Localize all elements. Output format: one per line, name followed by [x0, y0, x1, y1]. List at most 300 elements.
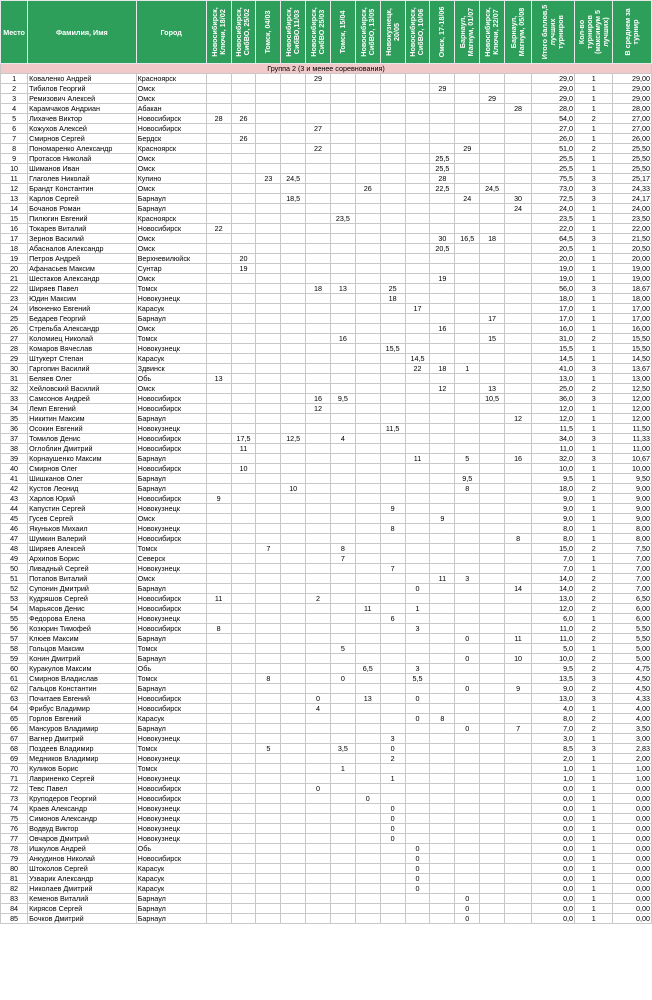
cell-place[interactable]: 77: [1, 834, 28, 844]
cell-event[interactable]: [505, 324, 532, 334]
cell-event[interactable]: [480, 724, 505, 734]
cell-event[interactable]: [306, 174, 331, 184]
cell-place[interactable]: 61: [1, 674, 28, 684]
cell-event[interactable]: [455, 384, 480, 394]
cell-event[interactable]: [430, 144, 455, 154]
cell-place[interactable]: 17: [1, 234, 28, 244]
cell-event[interactable]: [430, 884, 455, 894]
cell-event[interactable]: [256, 384, 281, 394]
cell-event[interactable]: 0: [405, 884, 430, 894]
cell-event[interactable]: [480, 504, 505, 514]
cell-event[interactable]: [355, 474, 380, 484]
cell-event[interactable]: [330, 464, 355, 474]
cell-event[interactable]: [480, 214, 505, 224]
cell-event[interactable]: [281, 764, 306, 774]
cell-count[interactable]: 1: [575, 254, 613, 264]
cell-event[interactable]: 12: [306, 404, 331, 414]
cell-total[interactable]: 9,0: [532, 684, 575, 694]
cell-event[interactable]: [206, 464, 231, 474]
cell-place[interactable]: 71: [1, 774, 28, 784]
cell-event[interactable]: [256, 874, 281, 884]
cell-event[interactable]: [330, 694, 355, 704]
cell-total[interactable]: 11,0: [532, 624, 575, 634]
cell-place[interactable]: 80: [1, 864, 28, 874]
cell-event[interactable]: [430, 644, 455, 654]
cell-total[interactable]: 9,0: [532, 514, 575, 524]
cell-event[interactable]: [206, 324, 231, 334]
cell-average[interactable]: 0,00: [613, 854, 652, 864]
cell-event[interactable]: [430, 104, 455, 114]
cell-event[interactable]: 18: [480, 234, 505, 244]
cell-event[interactable]: [455, 864, 480, 874]
cell-event[interactable]: [380, 104, 405, 114]
cell-event[interactable]: [430, 284, 455, 294]
cell-event[interactable]: [455, 444, 480, 454]
cell-count[interactable]: 1: [575, 134, 613, 144]
cell-event[interactable]: [380, 884, 405, 894]
cell-event[interactable]: [306, 564, 331, 574]
cell-event[interactable]: [355, 384, 380, 394]
cell-event[interactable]: [281, 504, 306, 514]
cell-event[interactable]: [455, 74, 480, 84]
cell-event[interactable]: [355, 174, 380, 184]
cell-event[interactable]: [405, 164, 430, 174]
cell-event[interactable]: [306, 524, 331, 534]
cell-event[interactable]: [206, 174, 231, 184]
cell-city[interactable]: Новокузнецк: [136, 774, 206, 784]
cell-total[interactable]: 13,5: [532, 674, 575, 684]
cell-event[interactable]: [505, 814, 532, 824]
cell-event[interactable]: [256, 794, 281, 804]
cell-event[interactable]: [355, 354, 380, 364]
cell-average[interactable]: 4,50: [613, 674, 652, 684]
cell-place[interactable]: 68: [1, 744, 28, 754]
cell-event[interactable]: [306, 814, 331, 824]
cell-city[interactable]: Бердск: [136, 134, 206, 144]
cell-city[interactable]: Красноярск: [136, 144, 206, 154]
cell-event[interactable]: [430, 864, 455, 874]
cell-event[interactable]: 0: [405, 864, 430, 874]
cell-city[interactable]: Красноярск: [136, 214, 206, 224]
cell-event[interactable]: [256, 774, 281, 784]
cell-event[interactable]: [206, 144, 231, 154]
cell-place[interactable]: 49: [1, 554, 28, 564]
cell-event[interactable]: [505, 574, 532, 584]
cell-name[interactable]: Томилов Денис: [28, 434, 137, 444]
cell-total[interactable]: 0,0: [532, 874, 575, 884]
cell-event[interactable]: [206, 724, 231, 734]
cell-event[interactable]: [306, 434, 331, 444]
cell-event[interactable]: [330, 784, 355, 794]
cell-event[interactable]: [480, 914, 505, 924]
cell-event[interactable]: [330, 714, 355, 724]
cell-event[interactable]: [206, 164, 231, 174]
cell-event[interactable]: [281, 424, 306, 434]
cell-event[interactable]: [430, 444, 455, 454]
cell-place[interactable]: 76: [1, 824, 28, 834]
cell-event[interactable]: [405, 174, 430, 184]
cell-average[interactable]: 12,50: [613, 384, 652, 394]
cell-event[interactable]: [405, 414, 430, 424]
cell-total[interactable]: 29,0: [532, 74, 575, 84]
cell-event[interactable]: [355, 374, 380, 384]
cell-city[interactable]: Новокузнецк: [136, 834, 206, 844]
cell-event[interactable]: [355, 644, 380, 654]
cell-place[interactable]: 78: [1, 844, 28, 854]
cell-event[interactable]: 9,5: [330, 394, 355, 404]
cell-event[interactable]: [380, 264, 405, 274]
cell-name[interactable]: Осокин Евгений: [28, 424, 137, 434]
cell-event[interactable]: [231, 704, 256, 714]
cell-city[interactable]: Новосибирск: [136, 114, 206, 124]
cell-event[interactable]: [355, 554, 380, 564]
cell-event[interactable]: [206, 644, 231, 654]
cell-event[interactable]: [231, 574, 256, 584]
cell-event[interactable]: [455, 824, 480, 834]
cell-event[interactable]: [455, 614, 480, 624]
cell-total[interactable]: 7,0: [532, 564, 575, 574]
cell-city[interactable]: Новосибирск: [136, 854, 206, 864]
cell-event[interactable]: [330, 84, 355, 94]
cell-city[interactable]: Омск: [136, 244, 206, 254]
cell-event[interactable]: [306, 264, 331, 274]
cell-event[interactable]: [306, 774, 331, 784]
cell-event[interactable]: [505, 564, 532, 574]
cell-event[interactable]: [355, 884, 380, 894]
cell-event[interactable]: [306, 554, 331, 564]
cell-average[interactable]: 0,00: [613, 894, 652, 904]
cell-total[interactable]: 13,0: [532, 374, 575, 384]
cell-place[interactable]: 42: [1, 484, 28, 494]
cell-event[interactable]: [330, 614, 355, 624]
cell-count[interactable]: 1: [575, 154, 613, 164]
cell-event[interactable]: [306, 484, 331, 494]
cell-city[interactable]: Омск: [136, 84, 206, 94]
cell-event[interactable]: 13: [330, 284, 355, 294]
cell-event[interactable]: [256, 94, 281, 104]
cell-event[interactable]: [256, 614, 281, 624]
cell-event[interactable]: [505, 734, 532, 744]
cell-event[interactable]: [231, 674, 256, 684]
cell-event[interactable]: [380, 844, 405, 854]
cell-event[interactable]: [480, 74, 505, 84]
cell-event[interactable]: [380, 854, 405, 864]
cell-event[interactable]: [330, 534, 355, 544]
cell-event[interactable]: [430, 584, 455, 594]
cell-event[interactable]: [480, 784, 505, 794]
cell-city[interactable]: Новосибирск: [136, 624, 206, 634]
cell-event[interactable]: [430, 704, 455, 714]
header-event-13[interactable]: Барнаул, Магнум, 05/08: [505, 1, 532, 64]
cell-name[interactable]: Глаголев Николай: [28, 174, 137, 184]
cell-event[interactable]: [405, 494, 430, 504]
cell-event[interactable]: [231, 644, 256, 654]
cell-event[interactable]: [480, 534, 505, 544]
cell-city[interactable]: Новосибирск: [136, 604, 206, 614]
cell-event[interactable]: [206, 404, 231, 414]
cell-place[interactable]: 26: [1, 324, 28, 334]
cell-event[interactable]: 3: [380, 734, 405, 744]
cell-event[interactable]: [505, 234, 532, 244]
cell-event[interactable]: [306, 504, 331, 514]
cell-event[interactable]: [480, 224, 505, 234]
cell-event[interactable]: [281, 384, 306, 394]
cell-event[interactable]: [405, 524, 430, 534]
cell-event[interactable]: [505, 354, 532, 364]
cell-event[interactable]: 8: [206, 624, 231, 634]
cell-event[interactable]: [206, 914, 231, 924]
cell-event[interactable]: [505, 264, 532, 274]
cell-event[interactable]: [380, 674, 405, 684]
cell-place[interactable]: 18: [1, 244, 28, 254]
cell-event[interactable]: 13: [480, 384, 505, 394]
cell-event[interactable]: [480, 374, 505, 384]
cell-event[interactable]: [430, 904, 455, 914]
cell-event[interactable]: [505, 744, 532, 754]
cell-event[interactable]: [355, 164, 380, 174]
cell-city[interactable]: Омск: [136, 384, 206, 394]
cell-place[interactable]: 4: [1, 104, 28, 114]
cell-event[interactable]: [380, 604, 405, 614]
cell-event[interactable]: [480, 404, 505, 414]
cell-count[interactable]: 1: [575, 514, 613, 524]
cell-event[interactable]: [206, 254, 231, 264]
cell-event[interactable]: [380, 404, 405, 414]
cell-event[interactable]: 20: [231, 254, 256, 264]
cell-event[interactable]: [281, 664, 306, 674]
cell-event[interactable]: [380, 534, 405, 544]
cell-event[interactable]: [256, 584, 281, 594]
cell-event[interactable]: 22,5: [430, 184, 455, 194]
cell-count[interactable]: 1: [575, 554, 613, 564]
cell-event[interactable]: 30: [505, 194, 532, 204]
cell-average[interactable]: 1,00: [613, 774, 652, 784]
cell-event[interactable]: [231, 884, 256, 894]
cell-event[interactable]: [505, 834, 532, 844]
cell-event[interactable]: 22: [206, 224, 231, 234]
cell-event[interactable]: [505, 144, 532, 154]
cell-place[interactable]: 56: [1, 624, 28, 634]
cell-event[interactable]: 10: [505, 654, 532, 664]
cell-event[interactable]: [505, 764, 532, 774]
cell-event[interactable]: 11: [231, 444, 256, 454]
cell-event[interactable]: [281, 864, 306, 874]
cell-count[interactable]: 1: [575, 124, 613, 134]
cell-event[interactable]: [206, 384, 231, 394]
cell-event[interactable]: [281, 314, 306, 324]
cell-city[interactable]: Барнаул: [136, 314, 206, 324]
cell-event[interactable]: [355, 734, 380, 744]
cell-event[interactable]: [281, 414, 306, 424]
cell-count[interactable]: 1: [575, 264, 613, 274]
cell-total[interactable]: 8,0: [532, 534, 575, 544]
cell-event[interactable]: 0: [455, 904, 480, 914]
cell-total[interactable]: 34,0: [532, 434, 575, 444]
cell-event[interactable]: [405, 244, 430, 254]
cell-event[interactable]: [430, 504, 455, 514]
cell-total[interactable]: 0,0: [532, 854, 575, 864]
cell-average[interactable]: 11,00: [613, 444, 652, 454]
cell-count[interactable]: 1: [575, 504, 613, 514]
cell-place[interactable]: 84: [1, 904, 28, 914]
cell-name[interactable]: Харлов Юрий: [28, 494, 137, 504]
cell-event[interactable]: 3: [405, 624, 430, 634]
cell-event[interactable]: [405, 754, 430, 764]
cell-event[interactable]: [380, 114, 405, 124]
cell-event[interactable]: 4: [306, 704, 331, 714]
cell-event[interactable]: [330, 794, 355, 804]
cell-count[interactable]: 1: [575, 224, 613, 234]
cell-event[interactable]: [355, 464, 380, 474]
cell-count[interactable]: 2: [575, 724, 613, 734]
cell-total[interactable]: 11,0: [532, 444, 575, 454]
cell-event[interactable]: 0: [380, 834, 405, 844]
cell-event[interactable]: [206, 654, 231, 664]
cell-event[interactable]: [430, 354, 455, 364]
cell-event[interactable]: [206, 764, 231, 774]
cell-event[interactable]: [281, 324, 306, 334]
cell-event[interactable]: 1: [405, 604, 430, 614]
cell-event[interactable]: [480, 114, 505, 124]
cell-event[interactable]: [480, 624, 505, 634]
cell-event[interactable]: [380, 904, 405, 914]
cell-event[interactable]: [330, 354, 355, 364]
cell-event[interactable]: 22: [306, 144, 331, 154]
cell-event[interactable]: [355, 634, 380, 644]
cell-event[interactable]: [231, 164, 256, 174]
cell-event[interactable]: [380, 574, 405, 584]
cell-city[interactable]: Омск: [136, 574, 206, 584]
cell-count[interactable]: 2: [575, 664, 613, 674]
cell-event[interactable]: [231, 804, 256, 814]
cell-event[interactable]: [430, 634, 455, 644]
cell-event[interactable]: [330, 114, 355, 124]
cell-event[interactable]: [231, 824, 256, 834]
cell-event[interactable]: [330, 134, 355, 144]
cell-event[interactable]: [281, 904, 306, 914]
cell-place[interactable]: 50: [1, 564, 28, 574]
cell-count[interactable]: 1: [575, 564, 613, 574]
cell-event[interactable]: [206, 74, 231, 84]
cell-event[interactable]: [505, 614, 532, 624]
cell-average[interactable]: 3,00: [613, 734, 652, 744]
cell-event[interactable]: [430, 684, 455, 694]
cell-event[interactable]: [505, 364, 532, 374]
cell-event[interactable]: [430, 794, 455, 804]
cell-event[interactable]: [480, 794, 505, 804]
cell-event[interactable]: [430, 834, 455, 844]
cell-event[interactable]: [405, 154, 430, 164]
cell-event[interactable]: [480, 674, 505, 684]
cell-event[interactable]: [405, 904, 430, 914]
cell-name[interactable]: Куликов Борис: [28, 764, 137, 774]
cell-event[interactable]: [256, 104, 281, 114]
cell-name[interactable]: Беляев Олег: [28, 374, 137, 384]
cell-total[interactable]: 11,0: [532, 634, 575, 644]
cell-event[interactable]: [380, 494, 405, 504]
cell-event[interactable]: [380, 194, 405, 204]
cell-total[interactable]: 54,0: [532, 114, 575, 124]
cell-average[interactable]: 4,75: [613, 664, 652, 674]
cell-event[interactable]: [281, 184, 306, 194]
cell-city[interactable]: Верхневилюйск: [136, 254, 206, 264]
cell-event[interactable]: [455, 284, 480, 294]
cell-place[interactable]: 74: [1, 804, 28, 814]
cell-event[interactable]: [206, 874, 231, 884]
cell-event[interactable]: [480, 294, 505, 304]
cell-name[interactable]: Медников Владимир: [28, 754, 137, 764]
cell-event[interactable]: [380, 174, 405, 184]
cell-name[interactable]: Карамчаков Андриан: [28, 104, 137, 114]
cell-event[interactable]: [206, 414, 231, 424]
cell-event[interactable]: [231, 894, 256, 904]
cell-event[interactable]: [430, 374, 455, 384]
cell-event[interactable]: [256, 554, 281, 564]
cell-event[interactable]: [430, 914, 455, 924]
cell-event[interactable]: [505, 334, 532, 344]
cell-count[interactable]: 1: [575, 804, 613, 814]
cell-event[interactable]: [306, 854, 331, 864]
cell-event[interactable]: [306, 724, 331, 734]
cell-name[interactable]: Горлов Евгений: [28, 714, 137, 724]
cell-event[interactable]: [306, 344, 331, 354]
cell-event[interactable]: [405, 204, 430, 214]
cell-event[interactable]: [455, 674, 480, 684]
cell-event[interactable]: [206, 344, 231, 354]
cell-event[interactable]: [231, 614, 256, 624]
cell-event[interactable]: [206, 824, 231, 834]
cell-city[interactable]: Новосибирск: [136, 494, 206, 504]
cell-event[interactable]: [405, 184, 430, 194]
cell-event[interactable]: [505, 394, 532, 404]
cell-event[interactable]: [505, 644, 532, 654]
cell-event[interactable]: [306, 154, 331, 164]
group-label[interactable]: Группа 2 (3 и менее соревнования): [1, 64, 652, 74]
cell-count[interactable]: 1: [575, 304, 613, 314]
cell-average[interactable]: 21,50: [613, 234, 652, 244]
cell-name[interactable]: Архипов Борис: [28, 554, 137, 564]
cell-event[interactable]: [480, 284, 505, 294]
cell-count[interactable]: 1: [575, 854, 613, 864]
cell-event[interactable]: [480, 604, 505, 614]
cell-event[interactable]: [505, 434, 532, 444]
cell-count[interactable]: 1: [575, 774, 613, 784]
cell-event[interactable]: [505, 704, 532, 714]
cell-event[interactable]: [306, 354, 331, 364]
cell-event[interactable]: 25,5: [430, 154, 455, 164]
cell-event[interactable]: [380, 244, 405, 254]
cell-event[interactable]: [455, 774, 480, 784]
cell-event[interactable]: [480, 494, 505, 504]
cell-name[interactable]: Почитаев Евгений: [28, 694, 137, 704]
cell-total[interactable]: 26,0: [532, 134, 575, 144]
cell-event[interactable]: 8: [330, 544, 355, 554]
cell-event[interactable]: [256, 694, 281, 704]
cell-place[interactable]: 69: [1, 754, 28, 764]
cell-event[interactable]: [480, 524, 505, 534]
cell-event[interactable]: [206, 564, 231, 574]
cell-city[interactable]: Барнаул: [136, 194, 206, 204]
cell-name[interactable]: Николаев Дмитрий: [28, 884, 137, 894]
cell-event[interactable]: 10: [281, 484, 306, 494]
cell-city[interactable]: Здвинск: [136, 364, 206, 374]
cell-event[interactable]: [330, 174, 355, 184]
cell-count[interactable]: 3: [575, 194, 613, 204]
cell-count[interactable]: 2: [575, 604, 613, 614]
cell-average[interactable]: 10,00: [613, 464, 652, 474]
cell-event[interactable]: [206, 604, 231, 614]
cell-event[interactable]: [480, 164, 505, 174]
